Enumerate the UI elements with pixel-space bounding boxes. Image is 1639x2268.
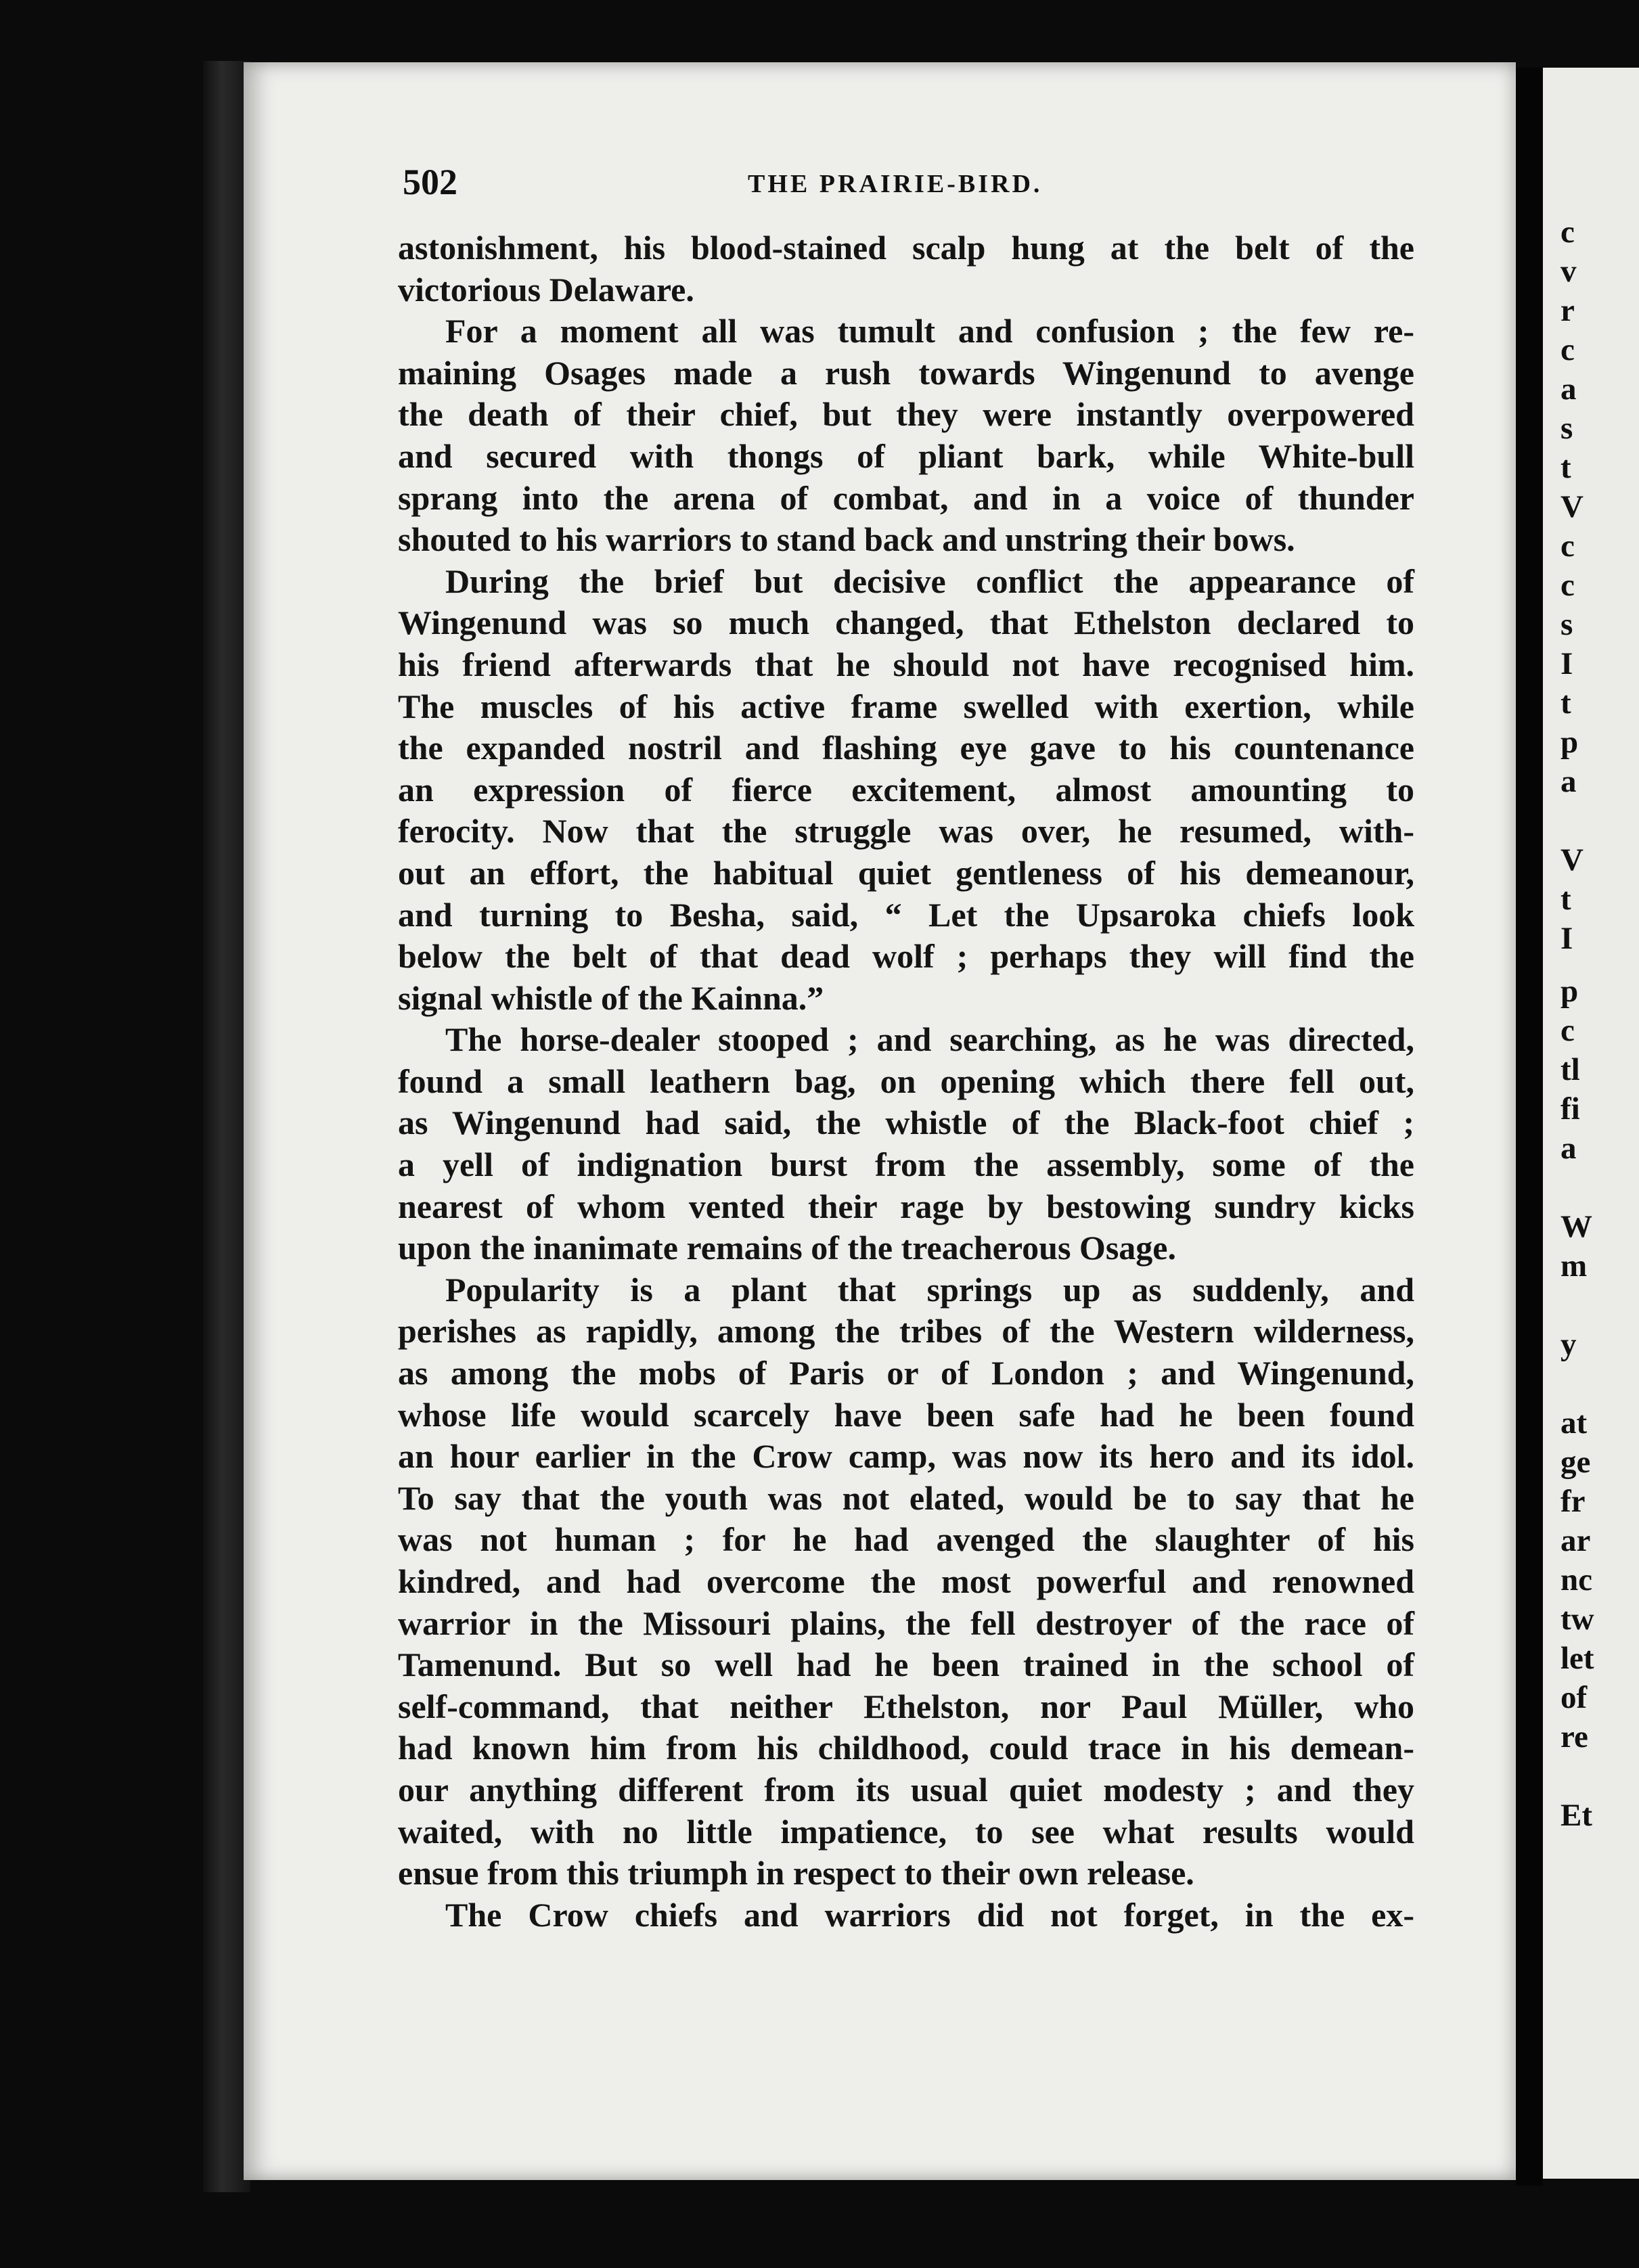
adjacent-page-fragment: nc	[1561, 1562, 1592, 1597]
adjacent-page-fragment: c	[1561, 214, 1575, 250]
running-head	[403, 161, 1418, 208]
adjacent-page-fragment: s	[1561, 411, 1573, 446]
adjacent-page-fragment: t	[1561, 685, 1571, 721]
adjacent-page-fragment: a	[1561, 1131, 1577, 1166]
text-line: the death of their chief, but they were instantly overpowered	[398, 395, 1414, 434]
adjacent-page-fragment: let	[1561, 1641, 1594, 1676]
text-line: an hour earlier in the Crow camp, was now its hero and its idol.	[398, 1437, 1414, 1476]
adjacent-page-fragment: t	[1561, 450, 1571, 485]
adjacent-page-fragment: p	[1561, 725, 1579, 760]
adjacent-page-edge	[1543, 68, 1639, 2179]
text-line: perishes as rapidly, among the tribes of the Western wilderness,	[398, 1312, 1414, 1351]
text-line: the expanded nostril and flashing eye gave to his countenance	[398, 729, 1414, 767]
text-line: The Crow chiefs and warriors did not forget, in the ex-	[445, 1895, 1414, 1934]
adjacent-page-fragment: s	[1561, 607, 1573, 642]
text-line: as among the mobs of Paris or of London ; and Wingenund,	[398, 1354, 1414, 1392]
page-number: 502	[403, 162, 457, 202]
text-line: below the belt of that dead wolf ; perhaps they will find the	[398, 937, 1414, 976]
text-line: out an effort, the habitual quiet gentleness of his demeanour,	[398, 853, 1414, 892]
adjacent-page-fragment: I	[1561, 921, 1573, 956]
adjacent-page-fragment: y	[1561, 1327, 1577, 1362]
text-line: astonishment, his blood-stained scalp hung at the belt of the	[398, 229, 1414, 267]
text-line: was not human ; for he had avenged the slaughter of his	[398, 1520, 1414, 1559]
text-line: and secured with thongs of pliant bark, while White-bull	[398, 436, 1414, 475]
adjacent-page-fragment: ge	[1561, 1445, 1591, 1480]
adjacent-page-fragment: at	[1561, 1405, 1588, 1441]
adjacent-page-fragment: r	[1561, 293, 1575, 328]
adjacent-page-fragment: tw	[1561, 1602, 1594, 1637]
text-line: maining Osages made a rush towards Wingenund to avenge	[398, 353, 1414, 392]
adjacent-page-fragment: V	[1561, 842, 1584, 878]
adjacent-page-fragment: a	[1561, 764, 1577, 799]
text-line: ensue from this triumph in respect to their own release.	[398, 1854, 1194, 1892]
text-line: The horse-dealer stooped ; and searching, as he was directed,	[445, 1020, 1414, 1059]
text-line: Popularity is a plant that springs up as suddenly, and	[445, 1270, 1414, 1309]
text-line: shouted to his warriors to stand back and unstring their bows.	[398, 520, 1295, 559]
adjacent-page-fragment: W	[1561, 1209, 1592, 1244]
adjacent-page-fragment: v	[1561, 254, 1577, 289]
adjacent-page-fragment: t	[1561, 882, 1571, 917]
text-line: upon the inanimate remains of the treacherous Osage.	[398, 1229, 1176, 1267]
text-line: as Wingenund had said, the whistle of the Black-foot chief ;	[398, 1104, 1414, 1142]
text-line: our anything different from its usual quiet modesty ; and they	[398, 1770, 1414, 1809]
text-line: The muscles of his active frame swelled with exertion, while	[398, 687, 1414, 725]
text-line: whose life would scarcely have been safe had he been found	[398, 1395, 1414, 1434]
adjacent-page-fragment: p	[1561, 974, 1579, 1009]
body-text	[398, 227, 1414, 1936]
text-line: an expression of fierce excitement, almost amounting to	[398, 770, 1414, 809]
adjacent-page-fragment: tl	[1561, 1052, 1580, 1087]
text-line: Wingenund was so much changed, that Ethelston declared to	[398, 604, 1414, 642]
text-line: sprang into the arena of combat, and in a voice of thunder	[398, 478, 1414, 517]
adjacent-page-fragment: I	[1561, 646, 1573, 681]
text-line: nearest of whom vented their rage by bestowing sundry kicks	[398, 1187, 1414, 1225]
text-line: victorious Delaware.	[398, 270, 694, 309]
text-line: ferocity. Now that the struggle was over, he resumed, with-	[398, 812, 1414, 850]
text-line: signal whistle of the Kainna.”	[398, 978, 824, 1017]
adjacent-page-fragment: c	[1561, 568, 1575, 603]
text-line: For a moment all was tumult and confusion ; the few re-	[445, 312, 1414, 350]
text-line: warrior in the Missouri plains, the fell destroyer of the race of	[398, 1604, 1414, 1642]
adjacent-page-fragment: ar	[1561, 1523, 1591, 1558]
text-line: To say that the youth was not elated, would be to say that he	[398, 1478, 1414, 1517]
page-gutter	[1516, 68, 1543, 2185]
text-line: kindred, and had overcome the most powerful and renowned	[398, 1562, 1414, 1600]
text-line: found a small leathern bag, on opening which there fell out,	[398, 1062, 1414, 1100]
text-line: a yell of indignation burst from the assembly, some of the	[398, 1146, 1414, 1184]
adjacent-page-fragment: Et	[1561, 1798, 1592, 1833]
adjacent-page-fragment: fi	[1561, 1091, 1580, 1127]
book-title: THE PRAIRIE-BIRD.	[748, 170, 1043, 198]
adjacent-page-fragment: c	[1561, 1013, 1575, 1048]
text-line: and turning to Besha, said, “ Let the Upsaroka chiefs look	[398, 895, 1414, 934]
text-line: had known him from his childhood, could trace in his demean-	[398, 1729, 1414, 1767]
adjacent-page-fragment: a	[1561, 371, 1577, 407]
adjacent-page-fragment: c	[1561, 528, 1575, 564]
text-line: waited, with no little impatience, to see what results would	[398, 1812, 1414, 1851]
adjacent-page-fragment: c	[1561, 332, 1575, 367]
adjacent-page-fragment: V	[1561, 489, 1584, 524]
text-line: his friend afterwards that he should not have recognised him.	[398, 645, 1414, 683]
adjacent-page-fragment: m	[1561, 1248, 1588, 1284]
text-line: During the brief but decisive conflict the appearance of	[445, 562, 1414, 600]
adjacent-page-fragment: of	[1561, 1680, 1588, 1715]
adjacent-page-fragment: re	[1561, 1719, 1588, 1754]
text-line: Tamenund. But so well had he been trained in the school of	[398, 1646, 1414, 1684]
adjacent-page-fragment: fr	[1561, 1484, 1586, 1519]
text-line: self-command, that neither Ethelston, nor Paul Müller, who	[398, 1687, 1414, 1725]
